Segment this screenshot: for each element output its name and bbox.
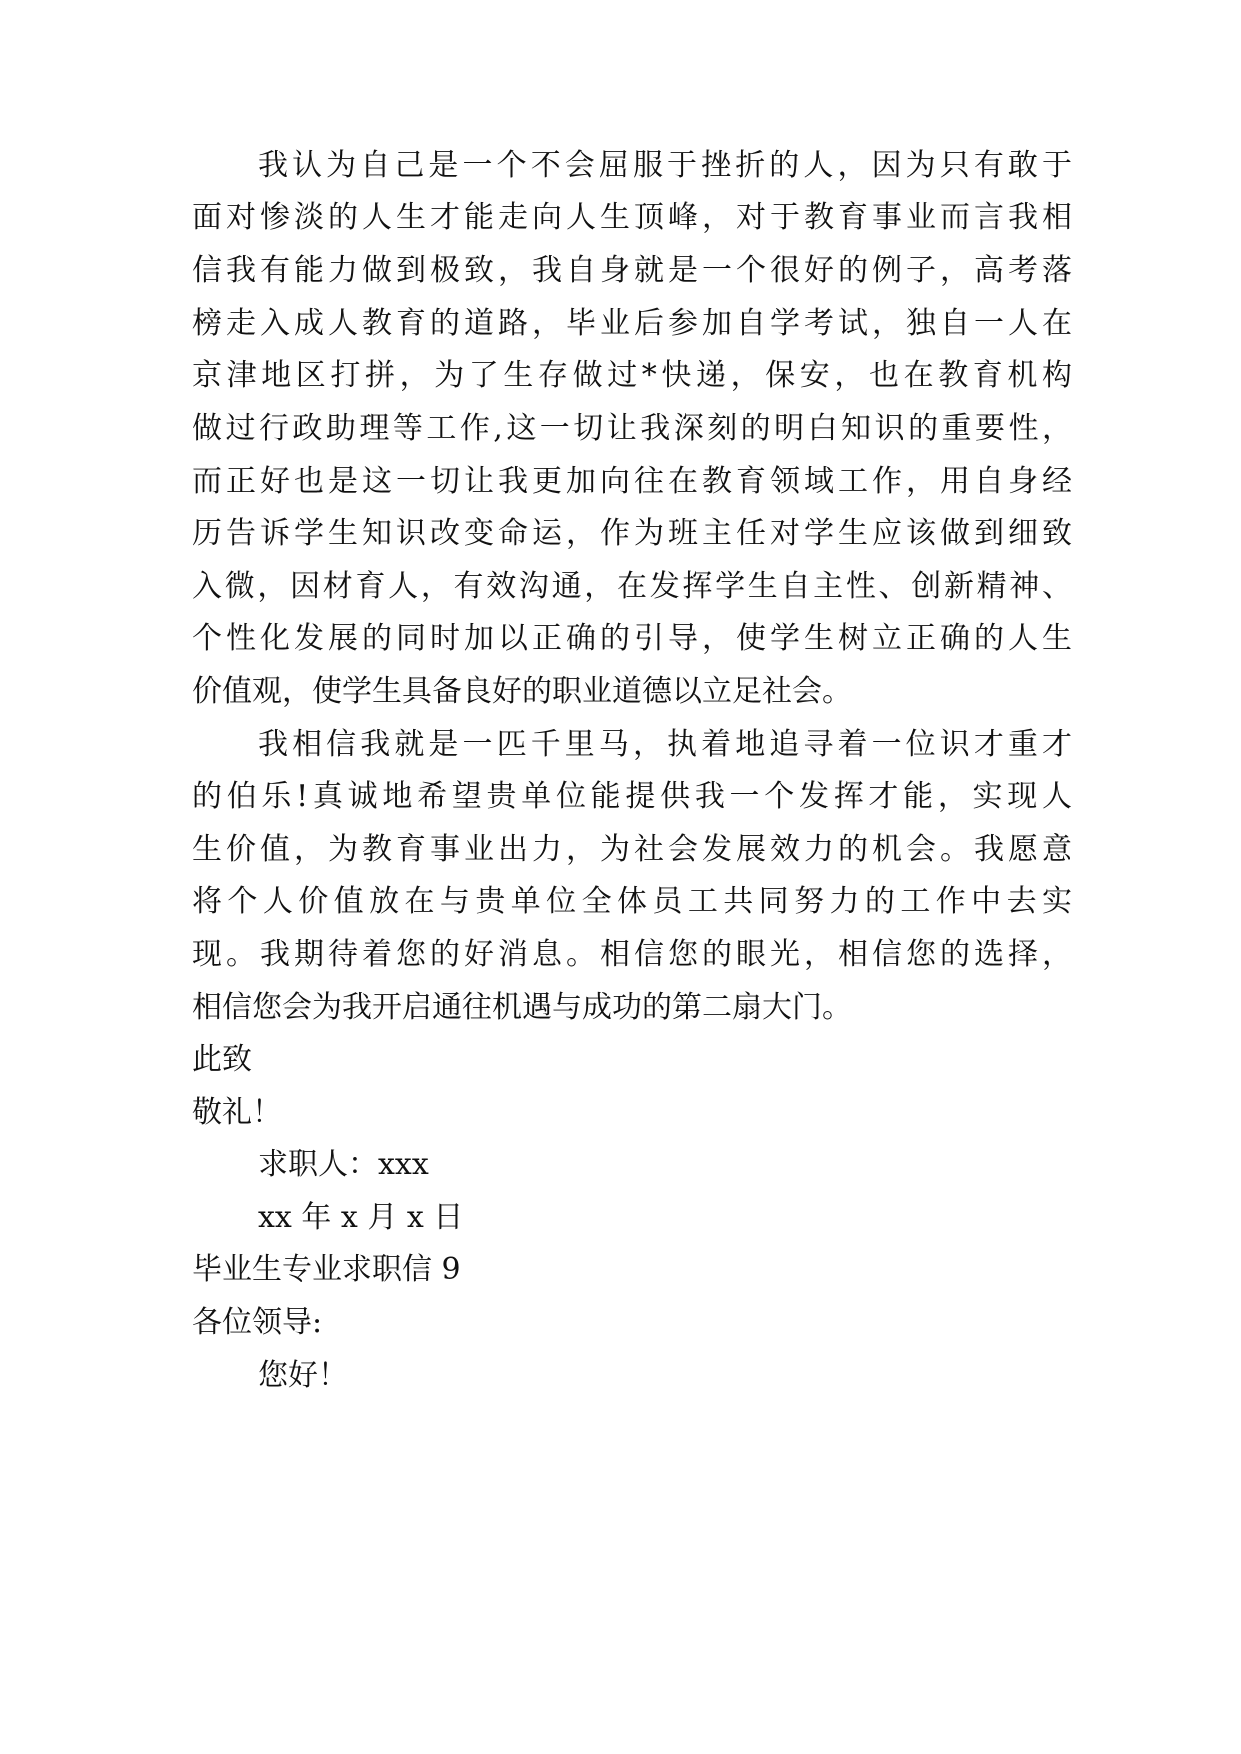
closing-line-1: 此致 xyxy=(192,1042,252,1077)
text-line: 我相信我就是一匹千里马，执着地追寻着一位识才重才 xyxy=(258,727,1072,762)
text-line: 生价值，为教育事业出力，为社会发展效力的机会。我愿意 xyxy=(192,832,1072,867)
signature-name: 求职人：xxx xyxy=(258,1147,429,1182)
closing-line-2: 敬礼！ xyxy=(192,1095,282,1130)
text-line: 现。我期待着您的好消息。相信您的眼光，相信您的选择， xyxy=(192,937,1072,972)
text-line: 价值观，使学生具备良好的职业道德以立足社会。 xyxy=(192,674,852,709)
text-line: 做过行政助理等工作,这一切让我深刻的明白知识的重要性， xyxy=(192,411,1072,446)
text-line: 将个人价值放在与贵单位全体员工共同努力的工作中去实 xyxy=(192,884,1072,919)
text-line: 而正好也是这一切让我更加向往在教育领域工作，用自身经 xyxy=(192,464,1072,499)
text-line: 入微，因材育人，有效沟通，在发挥学生自主性、创新精神、 xyxy=(192,569,1072,604)
text-line: 信我有能力做到极致，我自身就是一个很好的例子，高考落 xyxy=(192,253,1072,288)
text-line: 面对惨淡的人生才能走向人生顶峰，对于教育事业而言我相 xyxy=(192,200,1072,235)
signature-date: xx 年 x 月 x 日 xyxy=(258,1200,464,1235)
text-line: 榜走入成人教育的道路，毕业后参加自学考试，独自一人在 xyxy=(192,306,1072,341)
text-line: 我认为自己是一个不会屈服于挫折的人，因为只有敢于 xyxy=(258,148,1072,183)
text-line: 的伯乐!真诚地希望贵单位能提供我一个发挥才能，实现人 xyxy=(192,779,1072,814)
text-line: 个性化发展的同时加以正确的引导，使学生树立正确的人生 xyxy=(192,621,1072,656)
next-letter-title: 毕业生专业求职信 9 xyxy=(192,1252,461,1287)
next-letter-greeting: 您好！ xyxy=(258,1358,348,1393)
text-line: 相信您会为我开启通往机遇与成功的第二扇大门。 xyxy=(192,990,852,1025)
text-line: 历告诉学生知识改变命运，作为班主任对学生应该做到细致 xyxy=(192,516,1072,551)
next-letter-salutation: 各位领导: xyxy=(192,1305,323,1340)
text-line: 京津地区打拼，为了生存做过*快递，保安，也在教育机构 xyxy=(192,358,1072,393)
